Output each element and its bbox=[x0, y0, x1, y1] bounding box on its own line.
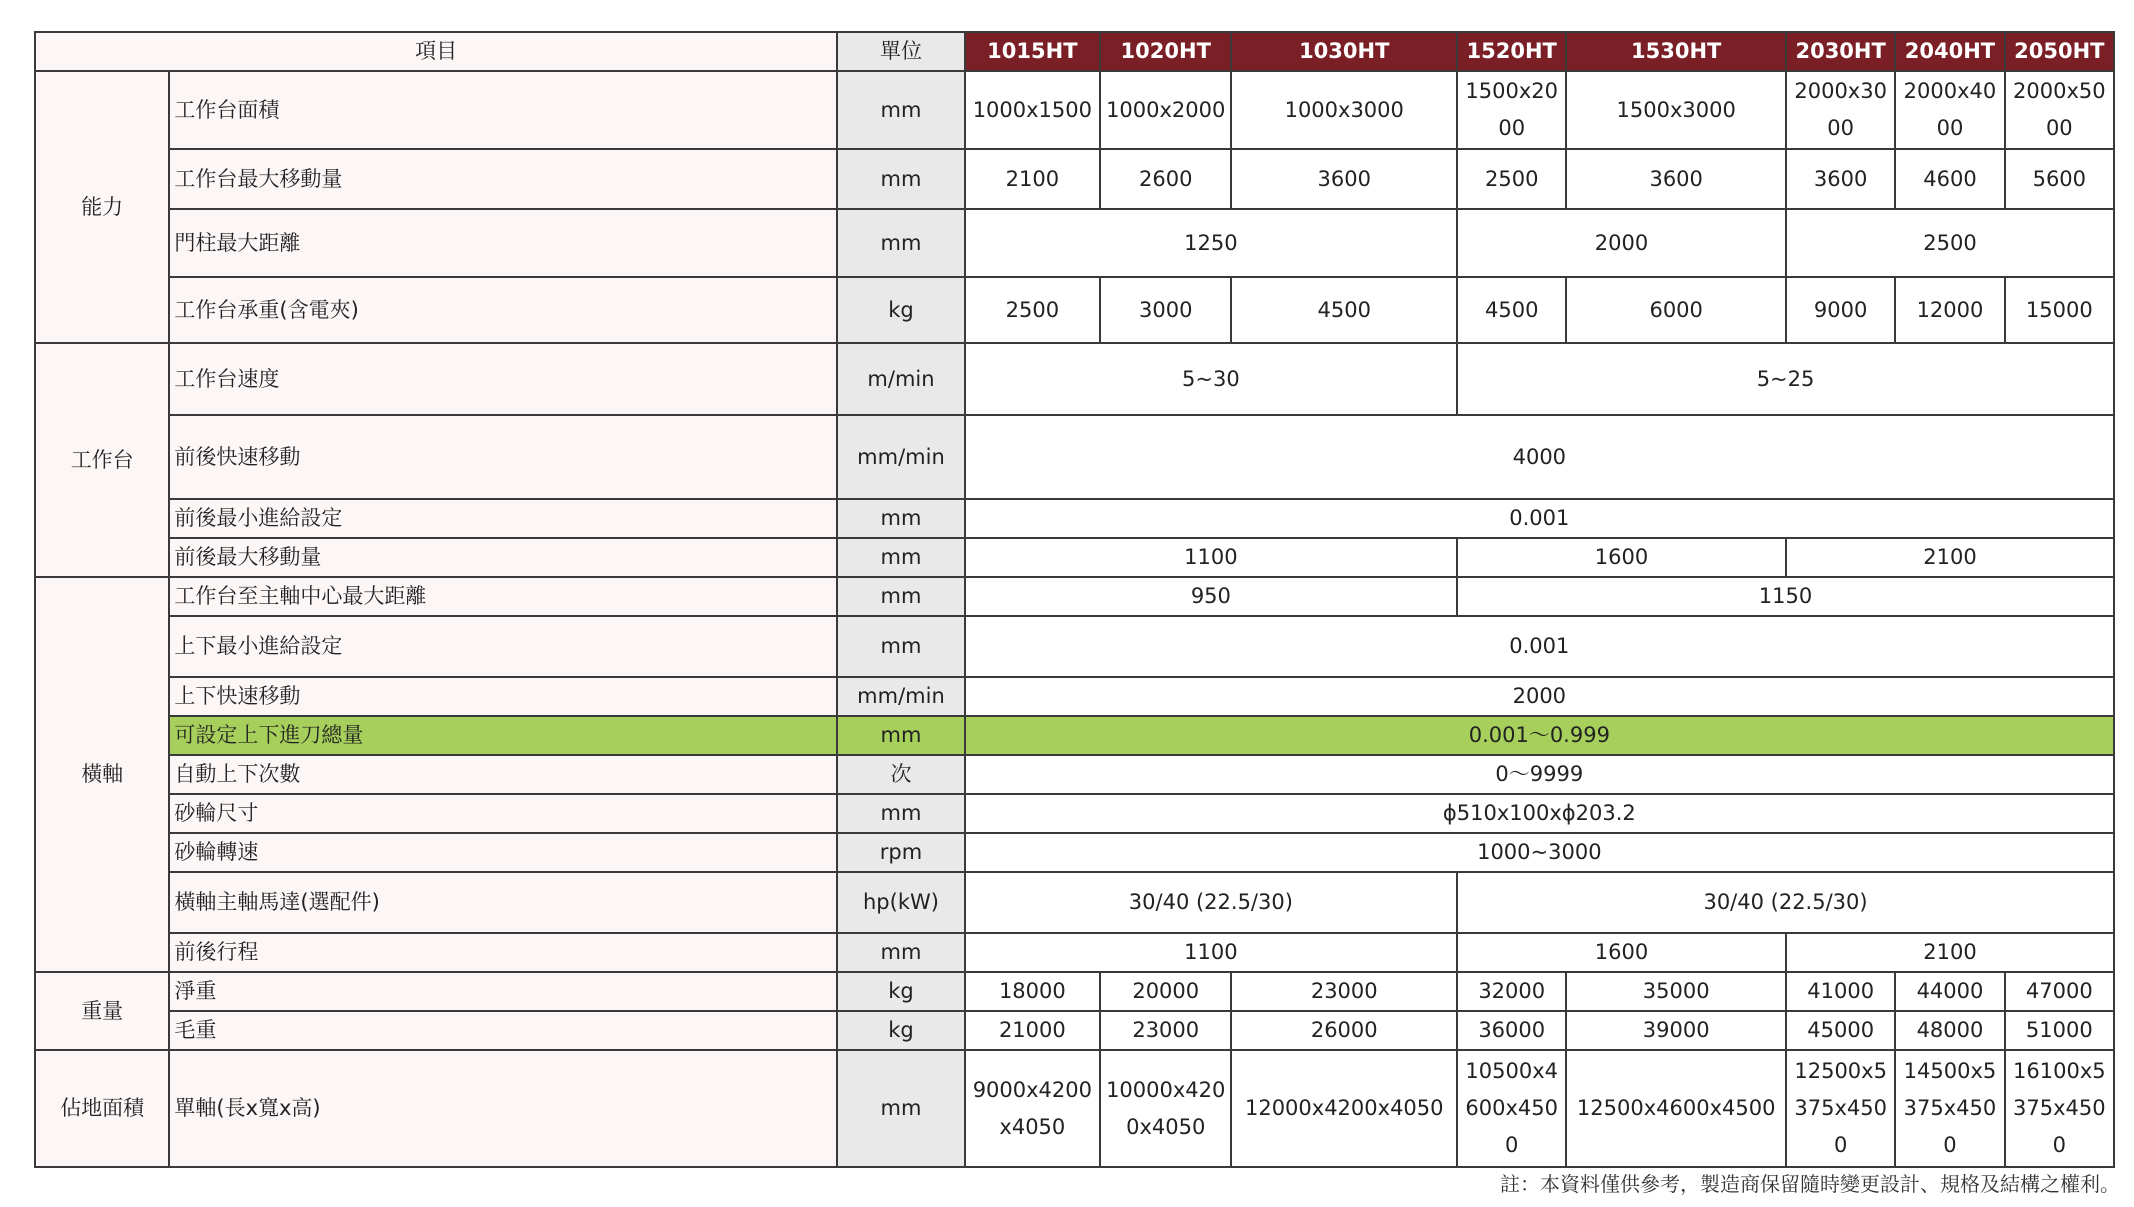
label-fb-max-travel: 前後最大移動量 bbox=[169, 538, 837, 577]
value-table-area-1520ht: 1500x2000 bbox=[1457, 71, 1566, 149]
unit-ud-min-feed: mm bbox=[837, 616, 964, 677]
row-net-weight bbox=[35, 972, 2114, 1011]
value-net-weight-2040ht: 44000 bbox=[1895, 972, 2004, 1011]
row-table-speed bbox=[35, 343, 2114, 415]
row-table-to-spindle bbox=[35, 577, 2114, 616]
label-wheel-speed: 砂輪轉速 bbox=[169, 833, 837, 872]
value-table-load-2040ht: 12000 bbox=[1895, 277, 2004, 343]
label-ud-rapid: 上下快速移動 bbox=[169, 677, 837, 716]
value-fb-max-travel-15xx: 1600 bbox=[1457, 538, 1786, 577]
unit-wheel-size: mm bbox=[837, 794, 964, 833]
header-model-1520ht: 1520HT bbox=[1457, 32, 1566, 71]
value-spindle-motor-10xx: 30/40 (22.5/30) bbox=[965, 872, 1457, 933]
value-table-max-travel-1520ht: 2500 bbox=[1457, 149, 1566, 209]
value-table-to-spindle-15xx-20xx: 1150 bbox=[1457, 577, 2114, 616]
value-table-speed-10xx: 5~30 bbox=[965, 343, 1457, 415]
value-single-axis-2030ht: 12500x5375x4500 bbox=[1786, 1050, 1895, 1167]
value-single-axis-1015ht: 9000x4200x4050 bbox=[965, 1050, 1100, 1167]
unit-ud-total-feed: mm bbox=[837, 716, 964, 755]
row-column-max-distance bbox=[35, 209, 2114, 277]
label-table-load: 工作台承重(含電夾) bbox=[169, 277, 837, 343]
value-table-speed-15xx-20xx: 5~25 bbox=[1457, 343, 2114, 415]
value-spindle-motor-15xx-20xx: 30/40 (22.5/30) bbox=[1457, 872, 2114, 933]
label-net-weight: 淨重 bbox=[169, 972, 837, 1011]
value-wheel-size: ϕ510x100xϕ203.2 bbox=[965, 794, 2114, 833]
value-gross-weight-1030ht: 26000 bbox=[1231, 1011, 1457, 1050]
value-single-axis-1030ht: 12000x4200x4050 bbox=[1231, 1050, 1457, 1167]
label-ud-total-feed: 可設定上下進刀總量 bbox=[169, 716, 837, 755]
label-auto-ud-count: 自動上下次數 bbox=[169, 755, 837, 794]
value-net-weight-1015ht: 18000 bbox=[965, 972, 1100, 1011]
row-fb-rapid bbox=[35, 415, 2114, 499]
value-gross-weight-2040ht: 48000 bbox=[1895, 1011, 2004, 1050]
footnote: 註：本資料僅供參考，製造商保留隨時變更設計、規格及結構之權利。 bbox=[1500, 1172, 2120, 1196]
header-model-2040ht: 2040HT bbox=[1895, 32, 2004, 71]
value-single-axis-1520ht: 10500x4600x4500 bbox=[1457, 1050, 1566, 1167]
value-table-load-1530ht: 6000 bbox=[1566, 277, 1786, 343]
value-ud-total-feed: 0.001〜0.999 bbox=[965, 716, 2114, 755]
value-net-weight-2050ht: 47000 bbox=[2005, 972, 2114, 1011]
label-fb-min-feed: 前後最小進給設定 bbox=[169, 499, 837, 538]
value-table-load-1030ht: 4500 bbox=[1231, 277, 1457, 343]
unit-gross-weight: kg bbox=[837, 1011, 964, 1050]
value-table-max-travel-1030ht: 3600 bbox=[1231, 149, 1457, 209]
value-fb-min-feed: 0.001 bbox=[965, 499, 2114, 538]
row-auto-ud-count bbox=[35, 755, 2114, 794]
value-fb-stroke-20xx: 2100 bbox=[1786, 933, 2114, 972]
value-table-area-1020ht: 1000x2000 bbox=[1100, 71, 1231, 149]
value-ud-min-feed: 0.001 bbox=[965, 616, 2114, 677]
value-gross-weight-1530ht: 39000 bbox=[1566, 1011, 1786, 1050]
spec-table bbox=[34, 31, 2115, 1168]
value-single-axis-1020ht: 10000x4200x4050 bbox=[1100, 1050, 1231, 1167]
value-table-area-1015ht: 1000x1500 bbox=[965, 71, 1100, 149]
unit-table-max-travel: mm bbox=[837, 149, 964, 209]
unit-auto-ud-count: 次 bbox=[837, 755, 964, 794]
label-table-max-travel: 工作台最大移動量 bbox=[169, 149, 837, 209]
header-model-2050ht: 2050HT bbox=[2005, 32, 2114, 71]
value-table-max-travel-2050ht: 5600 bbox=[2005, 149, 2114, 209]
row-fb-max-travel bbox=[35, 538, 2114, 577]
row-fb-stroke bbox=[35, 933, 2114, 972]
header-model-2030ht: 2030HT bbox=[1786, 32, 1895, 71]
unit-spindle-motor: hp(kW) bbox=[837, 872, 964, 933]
value-table-area-2040ht: 2000x4000 bbox=[1895, 71, 2004, 149]
row-fb-min-feed bbox=[35, 499, 2114, 538]
row-wheel-size bbox=[35, 794, 2114, 833]
value-table-max-travel-2040ht: 4600 bbox=[1895, 149, 2004, 209]
value-wheel-speed: 1000~3000 bbox=[965, 833, 2114, 872]
category-floor: 佔地面積 bbox=[35, 1050, 169, 1167]
value-column-max-distance-20xx: 2500 bbox=[1786, 209, 2114, 277]
unit-column-max-distance: mm bbox=[837, 209, 964, 277]
value-net-weight-1020ht: 20000 bbox=[1100, 972, 1231, 1011]
value-gross-weight-1520ht: 36000 bbox=[1457, 1011, 1566, 1050]
value-table-area-1530ht: 1500x3000 bbox=[1566, 71, 1786, 149]
value-gross-weight-2030ht: 45000 bbox=[1786, 1011, 1895, 1050]
label-spindle-motor: 橫軸主軸馬達(選配件) bbox=[169, 872, 837, 933]
row-gross-weight bbox=[35, 1011, 2114, 1050]
row-ud-min-feed bbox=[35, 616, 2114, 677]
value-table-area-1030ht: 1000x3000 bbox=[1231, 71, 1457, 149]
value-table-max-travel-2030ht: 3600 bbox=[1786, 149, 1895, 209]
value-table-max-travel-1530ht: 3600 bbox=[1566, 149, 1786, 209]
row-ud-total-feed bbox=[35, 716, 2114, 755]
value-gross-weight-1020ht: 23000 bbox=[1100, 1011, 1231, 1050]
label-wheel-size: 砂輪尺寸 bbox=[169, 794, 837, 833]
header-row bbox=[35, 32, 2114, 71]
unit-wheel-speed: rpm bbox=[837, 833, 964, 872]
category-table: 工作台 bbox=[35, 343, 169, 577]
unit-fb-stroke: mm bbox=[837, 933, 964, 972]
label-table-speed: 工作台速度 bbox=[169, 343, 837, 415]
value-table-max-travel-1020ht: 2600 bbox=[1100, 149, 1231, 209]
value-single-axis-1530ht: 12500x4600x4500 bbox=[1566, 1050, 1786, 1167]
value-auto-ud-count: 0〜9999 bbox=[965, 755, 2114, 794]
value-net-weight-1030ht: 23000 bbox=[1231, 972, 1457, 1011]
unit-table-load: kg bbox=[837, 277, 964, 343]
value-table-to-spindle-10xx: 950 bbox=[965, 577, 1457, 616]
row-wheel-speed bbox=[35, 833, 2114, 872]
unit-table-speed: m/min bbox=[837, 343, 964, 415]
label-table-area: 工作台面積 bbox=[169, 71, 837, 149]
value-table-area-2050ht: 2000x5000 bbox=[2005, 71, 2114, 149]
row-table-max-travel bbox=[35, 149, 2114, 209]
header-model-1030ht: 1030HT bbox=[1231, 32, 1457, 71]
value-column-max-distance-10xx: 1250 bbox=[965, 209, 1457, 277]
label-gross-weight: 毛重 bbox=[169, 1011, 837, 1050]
label-fb-rapid: 前後快速移動 bbox=[169, 415, 837, 499]
value-net-weight-1530ht: 35000 bbox=[1566, 972, 1786, 1011]
value-gross-weight-1015ht: 21000 bbox=[965, 1011, 1100, 1050]
header-model-1530ht: 1530HT bbox=[1566, 32, 1786, 71]
value-table-load-1015ht: 2500 bbox=[965, 277, 1100, 343]
value-table-max-travel-1015ht: 2100 bbox=[965, 149, 1100, 209]
unit-fb-max-travel: mm bbox=[837, 538, 964, 577]
unit-fb-rapid: mm/min bbox=[837, 415, 964, 499]
value-table-load-2050ht: 15000 bbox=[2005, 277, 2114, 343]
value-table-load-2030ht: 9000 bbox=[1786, 277, 1895, 343]
label-single-axis: 單軸(長x寬x高) bbox=[169, 1050, 837, 1167]
value-table-load-1520ht: 4500 bbox=[1457, 277, 1566, 343]
category-capacity: 能力 bbox=[35, 71, 169, 343]
label-column-max-distance: 門柱最大距離 bbox=[169, 209, 837, 277]
value-ud-rapid: 2000 bbox=[965, 677, 2114, 716]
row-spindle-motor bbox=[35, 872, 2114, 933]
value-fb-max-travel-10xx: 1100 bbox=[965, 538, 1457, 577]
label-table-to-spindle: 工作台至主軸中心最大距離 bbox=[169, 577, 837, 616]
value-single-axis-2050ht: 16100x5375x4500 bbox=[2005, 1050, 2114, 1167]
value-column-max-distance-15xx: 2000 bbox=[1457, 209, 1786, 277]
label-fb-stroke: 前後行程 bbox=[169, 933, 837, 972]
header-model-1020ht: 1020HT bbox=[1100, 32, 1231, 71]
row-table-load bbox=[35, 277, 2114, 343]
unit-net-weight: kg bbox=[837, 972, 964, 1011]
value-net-weight-1520ht: 32000 bbox=[1457, 972, 1566, 1011]
value-table-area-2030ht: 2000x3000 bbox=[1786, 71, 1895, 149]
value-fb-stroke-15xx: 1600 bbox=[1457, 933, 1786, 972]
value-fb-stroke-10xx: 1100 bbox=[965, 933, 1457, 972]
unit-table-to-spindle: mm bbox=[837, 577, 964, 616]
header-model-1015ht: 1015HT bbox=[965, 32, 1100, 71]
category-cross: 橫軸 bbox=[35, 577, 169, 972]
value-single-axis-2040ht: 14500x5375x4500 bbox=[1895, 1050, 2004, 1167]
value-net-weight-2030ht: 41000 bbox=[1786, 972, 1895, 1011]
row-table-area bbox=[35, 71, 2114, 149]
unit-single-axis: mm bbox=[837, 1050, 964, 1167]
value-fb-max-travel-20xx: 2100 bbox=[1786, 538, 2114, 577]
value-gross-weight-2050ht: 51000 bbox=[2005, 1011, 2114, 1050]
header-unit: 單位 bbox=[837, 32, 964, 71]
value-table-load-1020ht: 3000 bbox=[1100, 277, 1231, 343]
header-item: 項目 bbox=[35, 32, 837, 71]
unit-table-area: mm bbox=[837, 71, 964, 149]
row-ud-rapid bbox=[35, 677, 2114, 716]
row-single-axis bbox=[35, 1050, 2114, 1167]
label-ud-min-feed: 上下最小進給設定 bbox=[169, 616, 837, 677]
unit-ud-rapid: mm/min bbox=[837, 677, 964, 716]
category-weight: 重量 bbox=[35, 972, 169, 1050]
unit-fb-min-feed: mm bbox=[837, 499, 964, 538]
value-fb-rapid: 4000 bbox=[965, 415, 2114, 499]
